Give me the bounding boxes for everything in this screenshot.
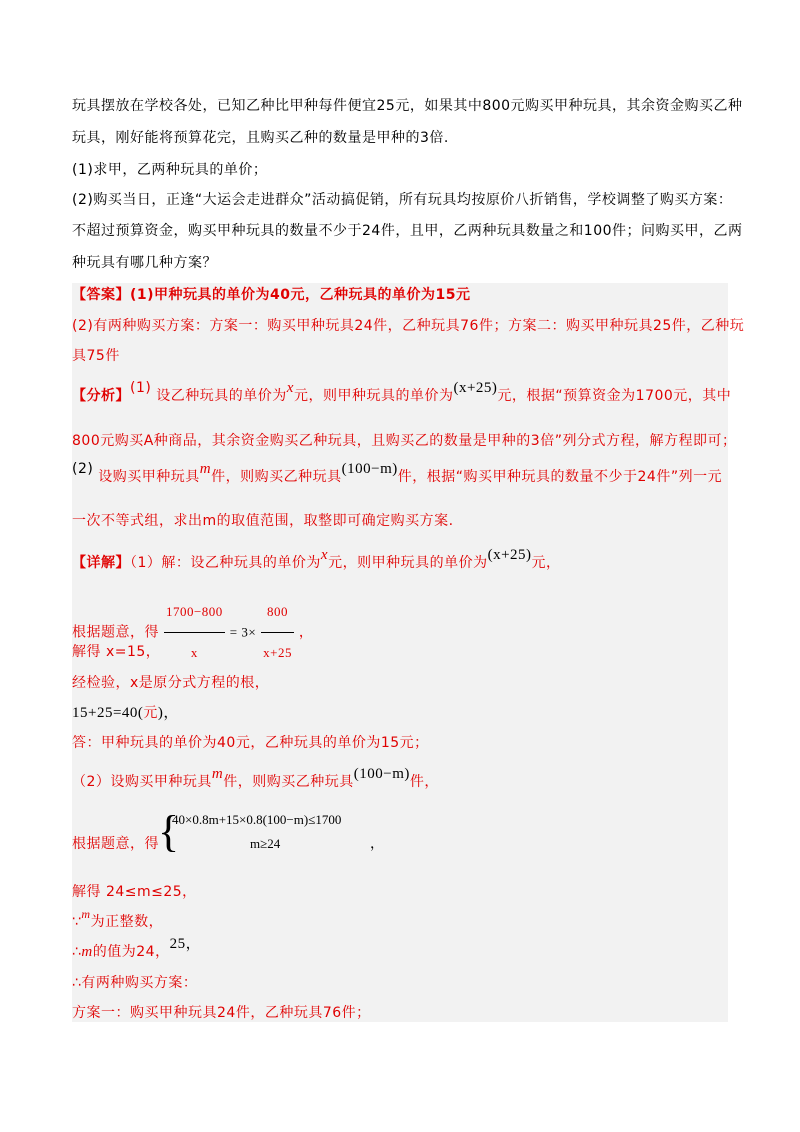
answer-line-1 [72,285,732,305]
analysis-line-2: 800元购买A种商品，其余资金购买乙种玩具，且购买乙的数量是甲种的3倍”列分式方程，解方程即可； [72,433,737,449]
equation-prefix: 根据题意，得 [72,624,159,641]
analysis-text-4: 设购买甲种玩具 [93,469,200,485]
answer-part-1: 答：甲种玩具的单价为40元，乙种玩具的单价为15元； [72,735,429,751]
detail-line-1 [72,547,732,573]
plan-1-line: 方案一：购买甲种玩具24件，乙种玩具76件； [72,1005,371,1021]
var-x: x [286,380,294,396]
integer-line [72,907,732,932]
analysis-line-4: 一次不等式组，求出m的取值范围，取整即可确定购买方案. [72,513,454,529]
calc-line [72,703,732,723]
problem-part-2-line-3: 种玩具有哪几种方案？ [72,255,217,271]
detail-text-2: 元，则甲种玩具的单价为 [328,555,488,571]
analysis-tag: 【分析】 [72,388,130,404]
var-m: m [199,461,212,477]
detail-line-part-2 [72,766,732,792]
problem-line-2: 玩具，刚好能将预算花完，且购买乙种的数量是甲种的3倍. [72,130,449,146]
answer-line-2: (2)有两种购买方案：方案一：购买甲种玩具24件，乙种玩具76件；方案二：购买甲种玩具25件，乙种玩 [72,318,745,334]
answer-1: (1)甲种玩具的单价为40元，乙种玩具的单价为15元 [130,287,471,303]
inequality-row-1: 40×0.8m+15×0.8(100−m)≤1700 [172,812,342,827]
fraction-right-denominator: x+25 [263,645,292,660]
analysis-text-3: 元，根据“预算资金为1700元，其中 [497,388,732,404]
detail-text-5: 件，则购买乙种玩具 [223,774,354,790]
analysis-line-3 [72,461,732,487]
expr-x-plus-25: (x+25) [487,547,532,563]
system-suffix: ， [370,836,385,852]
calc-unit: 元 [143,705,158,721]
integer-text: 为正整数， [90,914,164,930]
answer-line-3: 具75件 [72,348,120,364]
var-m: m [211,766,224,782]
fraction-left-denominator: x [190,645,198,660]
values-text: 的值为24， [92,944,170,960]
var-m: m [81,907,91,921]
equation-suffix: ， [298,624,314,641]
analysis-text-5: 件，则购买乙种玩具 [211,469,342,485]
expr-x-plus-25: (x+25) [453,380,498,396]
analysis-part-2-num: (2) [72,461,94,477]
calc-end: )， [157,705,179,721]
solution-x: 解得 x=15， [72,644,161,660]
inequality-system [158,807,388,856]
answer-tag: 【答案】 [72,287,130,303]
analysis-part-1-num: (1) [130,380,152,396]
detail-tag: 【详解】 [72,555,130,571]
values-line [72,936,732,962]
problem-part-2-line-2: 不超过预算资金，购买甲种玩具的数量不少于24件，且甲，乙两种玩具数量之和100件；问购买甲，乙两 [72,223,743,239]
therefore-symbol: ∴ [72,944,82,960]
analysis-text-1: 设乙种玩具的单价为 [151,388,287,404]
detail-text-4: （2）设购买甲种玩具 [72,774,212,790]
fraction-left-numerator: 1700−800 [164,592,225,633]
detail-text-6: 件， [409,774,439,790]
fraction-right-numerator: 800 [261,592,294,633]
left-brace: { [158,807,180,856]
check-line: 经检验，x是原分式方程的根， [72,675,270,691]
problem-part-2-line-1: (2)购买当日，正逢“大运会走进群众”活动搞促销，所有玩具均按原价八折销售，学校调整了购买方案： [72,192,733,208]
analysis-text-6: 件，根据“购买甲种玩具的数量不少于24件”列一元 [397,469,723,485]
plans-line: ∴有两种购买方案： [72,975,198,991]
expr-100-minus-m: (100−m) [341,461,398,477]
var-x: x [320,547,329,563]
because-symbol: ∵ [72,914,82,930]
analysis-text-2: 元，则甲种玩具的单价为 [293,388,454,404]
expr-100-minus-m: (100−m) [353,766,410,782]
calc-expression: 15+25=40( [72,705,144,721]
problem-line-1: 玩具摆放在学校各处，已知乙种比甲种每件便宜25元，如果其中800元购买甲种玩具，其余资金购买乙种 [72,98,743,114]
inequality-row-2: m≥24 [250,836,281,851]
var-m: m [81,944,93,960]
analysis-line-1 [72,380,732,406]
system-prefix: 根据题意，得 [72,836,159,852]
value-25: 25， [169,936,202,952]
detail-text-1: （1）解：设乙种玩具的单价为 [130,555,321,571]
range-line: 解得 24≤m≤25， [72,884,197,900]
equation-middle: = 3× [229,624,257,640]
problem-part-1: (1)求甲，乙两种玩具的单价； [72,162,268,178]
detail-text-3: 元， [531,555,561,571]
